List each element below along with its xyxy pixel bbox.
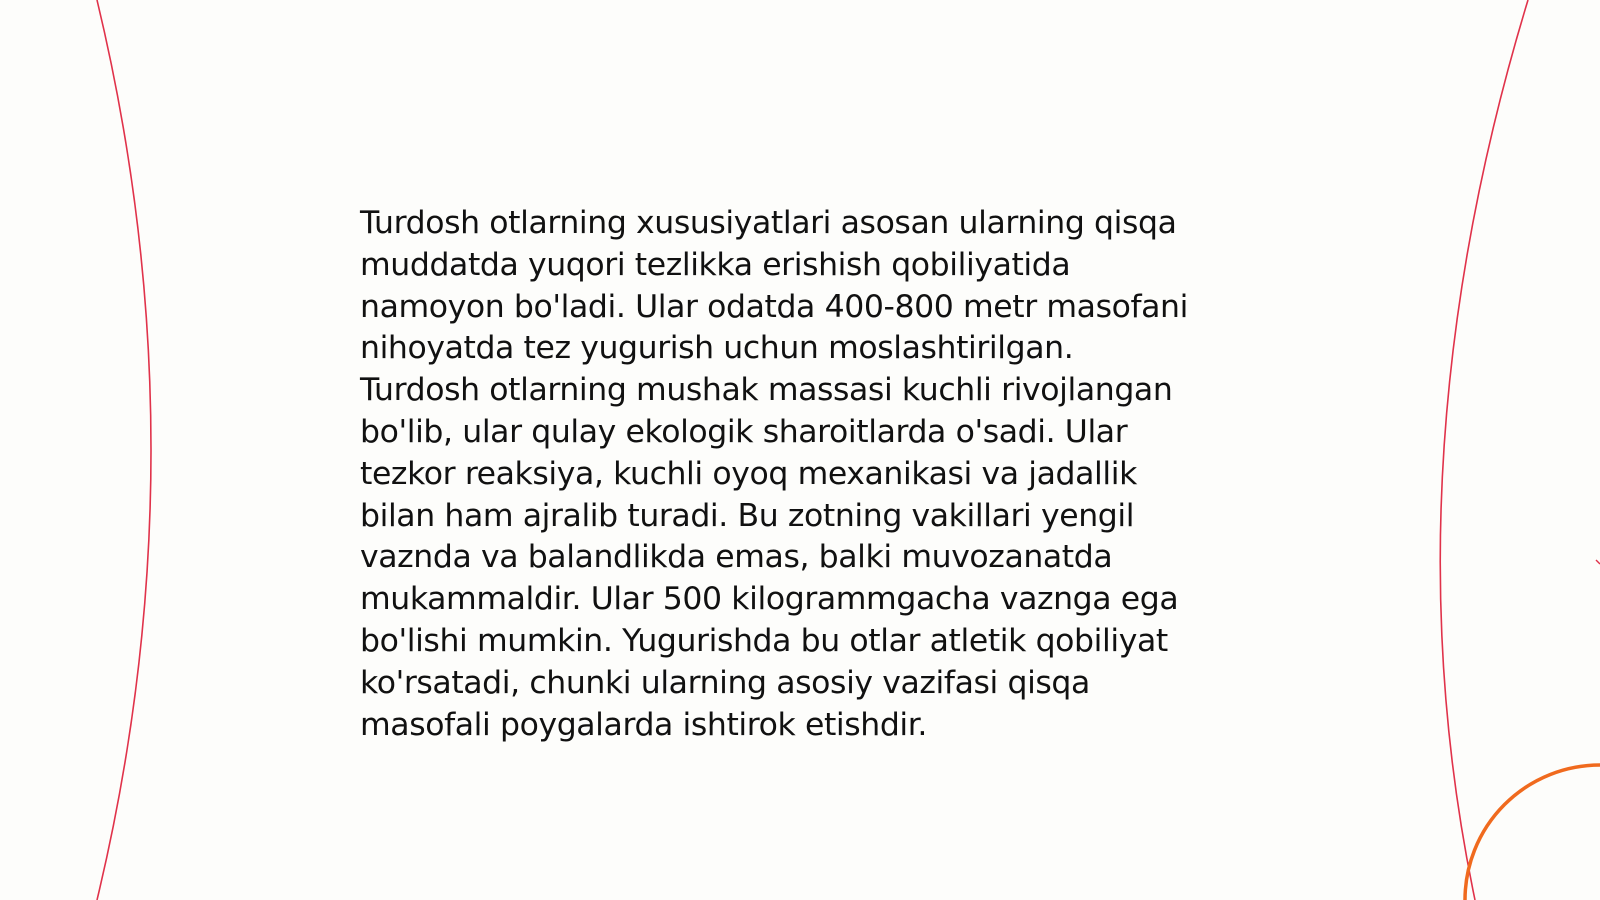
paragraph-line: mukammaldir. Ular 500 kilogrammgacha vaznga ega [360, 581, 1179, 618]
paragraph-line: Turdosh otlarning mushak massasi kuchli rivojlangan [360, 372, 1173, 409]
body-paragraph [360, 203, 1260, 746]
paragraph-line: muddatda yuqori tezlikka erishish qobiliyatida [360, 246, 1071, 283]
paragraph-line: Turdosh otlarning xususiyatlari asosan ularning qisqa [360, 205, 1177, 241]
paragraph-line: nihoyatda tez yugurish uchun moslashtirilgan. [360, 330, 1074, 367]
paragraph-line: bo'lib, ular qulay ekologik sharoitlarda o'sadi. Ular [360, 413, 1128, 450]
paragraph-line: bo'lishi mumkin. Yugurishda bu otlar atletik qobiliyat [360, 622, 1168, 659]
paragraph-line: masofali poygalarda ishtirok etishdir. [360, 706, 928, 743]
left-curve-line [97, 0, 151, 900]
paragraph-line: bilan ham ajralib turadi. Bu zotning vakillari yengil [360, 497, 1135, 534]
paragraph-line: vaznda va balandlikda emas, balki muvozanatda [360, 539, 1113, 576]
paragraph-line: ko'rsatadi, chunki ularning asosiy vazifasi qisqa [360, 664, 1090, 701]
orange-circle-arc [1465, 765, 1600, 900]
right-curve-line [1440, 0, 1528, 900]
edge-tick-mark [1596, 560, 1600, 564]
paragraph-line: namoyon bo'ladi. Ular odatda 400-800 metr masofani [360, 288, 1188, 325]
paragraph-line: tezkor reaksiya, kuchli oyoq mexanikasi va jadallik [360, 455, 1137, 492]
